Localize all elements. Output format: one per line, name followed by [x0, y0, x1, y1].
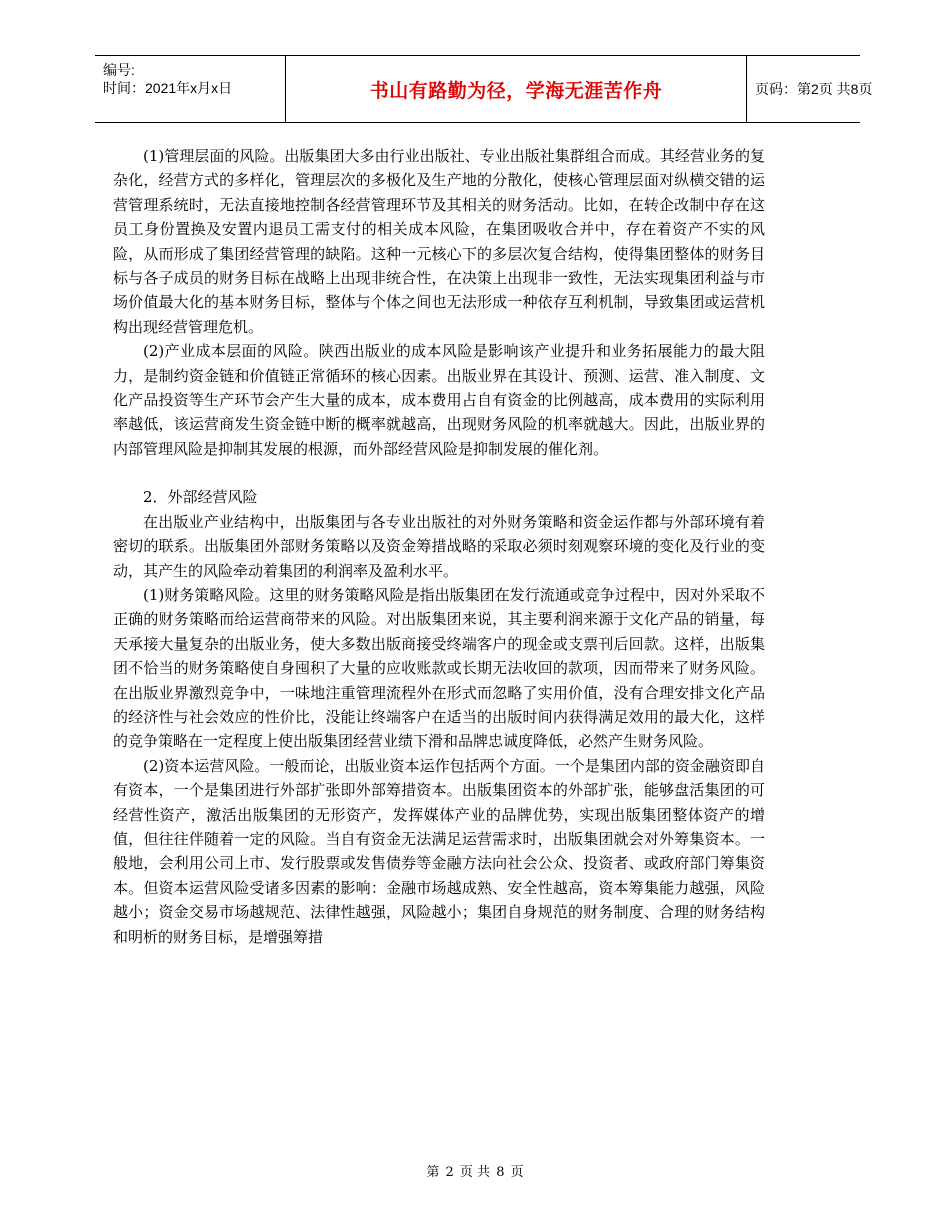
section-heading-external-risk: 2．外部经营风险	[143, 488, 258, 507]
document-number-label: 编号:	[103, 62, 135, 78]
header-motto: 书山有路勤为径，学海无涯苦作舟	[369, 79, 663, 102]
header-motto-cell	[285, 56, 747, 122]
paragraph-external-intro: 在出版业产业结构中，出版集团与各专业出版社的对外财务策略和资金运作都与外部环境有着密切的联系。出版集团外部财务策略以及资金筹措战略的采取必须时刻观察环境的变化及行业的变动，其产生的风险牵动着集团的利润率及盈利水平。	[113, 512, 765, 580]
footer-page-number: 2	[445, 1165, 454, 1180]
footer-page-mid: 页 共	[459, 1165, 491, 1180]
footer-page-prefix: 第	[426, 1165, 440, 1180]
footer-page-total: 8	[496, 1165, 505, 1180]
paragraph-capital-operation-risk: (2)资本运营风险。一般而论，出版业资本运作包括两个方面。一个是集团内部的资金融资即自有资本，一个是集团进行外部扩张即外部筹措资本。出版集团资本的外部扩张，能够盘活集团的可经营性资产，激活出版集团的无形资产，发挥媒体产业的品牌优势，实现出版集团整体资产的增值，但往往伴随着一定的风险。当自有资金无法满足运营需求时，出版集团就会对外筹集资本。一般地，会利用公司上市、发行股票或发售债券等金融方法向社会公众、投资者、或政府部门筹集资本。但资本运营风险受诸多因素的影响：金融市场越成熟、安全性越高，资本筹集能力越强，风险越小；资金交易市场越规范、法律性越强，风险越小；集团自身规范的财务制度、合理的财务结构和明析的财务目标，是增强筹措	[113, 756, 765, 946]
paragraph-financial-strategy-risk: (1)财务策略风险。这里的财务策略风险是指出版集团在发行流通或竞争过程中，因对外采取不正确的财务策略而给运营商带来的风险。对出版集团来说，其主要利润来源于文化产品的销量，每天承接大量复杂的出版业务，使大多数出版商接受终端客户的现金或支票刊后回款。这样，出版集团不恰当的财务策略使自身囤积了大量的应收账款或长期无法收回的款项，因而带来了财务风险。在出版业界激烈竞争中，一味地注重管理流程外在形式而忽略了实用价值，没有合理安排文化产品的经济性与社会效应的性价比，没能让终端客户在适当的出版时间内获得满足效用的最大化，这样的竞争策略在一定程度上使出版集团经营业绩下滑和品牌忠诚度降低，必然产生财务风险。	[113, 585, 765, 751]
paragraph-cost-risk: (2)产业成本层面的风险。陕西出版业的成本风险是影响该产业提升和业务拓展能力的最大阻力，是制约资金链和价值链正常循环的核心因素。出版业界在其设计、预测、运营、准入制度、文化产品投资等生产环节会产生大量的成本，成本费用占自有资金的比例越高，成本费用的实际利用率越低，该运营商发生资金链中断的概率就越高，出现财务风险的机率就越大。因此，出版业界的内部管理风险是抑制其发展的根源，而外部经营风险是抑制发展的催化剂。	[113, 342, 765, 458]
document-time-label: 时间：2021年x月x日	[103, 80, 233, 96]
page-header	[95, 55, 873, 123]
page-footer	[0, 1161, 950, 1180]
header-page-info: 页码：第2页 共8页	[755, 81, 873, 97]
paragraph-management-risk: (1)管理层面的风险。出版集团大多由行业出版社、专业出版社集群组合而成。其经营业务的复杂化，经营方式的多样化，管理层次的多极化及生产地的分散化，使核心管理层面对纵横交错的运营管理系统时，无法直接地控制各经营管理环节及其相关的财务活动。比如，在转企改制中存在这员工身份置换及安置内退员工需支付的相关成本风险，在集团吸收合并中，存在着资产不实的风险，从而形成了集团经营管理的缺陷。这种一元核心下的多层次复合结构，使得集团整体的财务目标与各子成员的财务目标在战略上出现非统合性，在决策上出现非一致性，无法实现集团利益与市场价值最大化的基本财务目标，整体与个体之间也无法形成一种依存互利机制，导致集团或运营机构出现经营管理危机。	[113, 147, 765, 336]
header-meta	[95, 56, 285, 122]
footer-page-suffix: 页	[510, 1165, 524, 1180]
document-body	[113, 144, 765, 949]
